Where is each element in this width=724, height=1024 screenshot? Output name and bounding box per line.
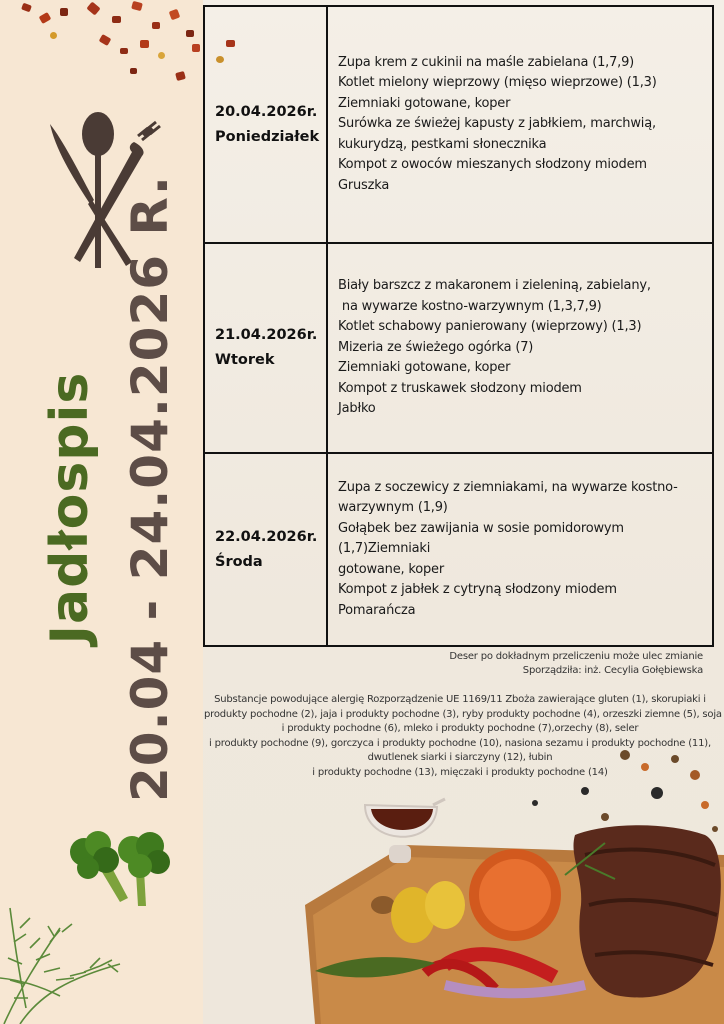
menu-row: [205, 454, 712, 645]
date-range: 20.04 - 24.04.2026 R.: [121, 175, 179, 802]
dessert-note: Deser po dokładnym przeliczeniu może ulec zmianie: [449, 651, 703, 662]
dish-item: Gruszka: [338, 177, 390, 193]
date-cell: [205, 244, 328, 452]
dish-item: gotowane, koper: [338, 561, 444, 577]
allergen-line: Substancje powodujące alergię Rozporządzenie UE 1169/11 Zboża zawierające gluten (1), skorupiaki i: [214, 694, 706, 705]
steak-board-image: [285, 745, 724, 1024]
dill-image: [0, 868, 140, 1024]
allergen-line: produkty pochodne (2), jaja i produkty pochodne (3), ryby produkty pochodne (4), orzeszki ziemne (5), soja: [204, 708, 722, 720]
menu-date: 20.04.2026r.: [215, 103, 318, 120]
dish-item: Ziemniaki gotowane, koper: [338, 360, 511, 376]
allergen-line: i produkty pochodne (9), gorczyca i produkty pochodne (10), nasiona sezamu i produkty pochodne (11),: [209, 737, 711, 749]
menu-day: Poniedziałek: [215, 128, 320, 145]
dish-item: na wywarze kostno-warzywnym (1,3,7,9): [338, 298, 602, 314]
menu-date: 22.04.2026r.: [215, 528, 318, 545]
vertical-title: [5, 175, 195, 810]
dish-item: warzywnym (1,9): [338, 500, 448, 516]
dish-item: Gołąbek bez zawijania w sosie pomidorowym (1,7)Ziemniaki: [338, 520, 624, 557]
dish-item: Jabłko: [338, 401, 376, 417]
allergen-line: i produkty pochodne (13), mięczaki i produkty pochodne (14): [312, 766, 608, 778]
dish-item: kukurydzą, pestkami słonecznika: [338, 136, 547, 152]
dish-item: Surówka ze świeżej kapusty z jabłkiem, marchwią,: [338, 116, 656, 132]
dish-item: Kotlet mielony wieprzowy (mięso wieprzowe) (1,3): [338, 75, 657, 91]
menu-row: [205, 7, 712, 244]
dish-item: Kompot z truskawek słodzony miodem: [338, 380, 582, 396]
dishes-cell: [328, 454, 712, 645]
allergen-line: dwutlenek siarki i siarczyny (12), łubin: [367, 752, 553, 764]
dish-item: Pomarańcza: [338, 602, 416, 618]
menu-table: [203, 5, 714, 647]
dish-item: Zupa krem z cukinii na maśle zabielana (1,7,9): [338, 54, 635, 70]
dishes-cell: [328, 7, 712, 242]
dish-item: Ziemniaki gotowane, koper: [338, 95, 511, 111]
dish-item: Mizeria ze świeżego ogórka (7): [338, 339, 534, 355]
date-cell: [205, 454, 328, 645]
date-cell: [205, 7, 328, 242]
menu-day: Środa: [215, 553, 263, 570]
dish-item: Biały barszcz z makaronem i zieleniną, zabielany,: [338, 278, 651, 294]
dish-item: Kompot z owoców mieszanych słodzony miodem: [338, 157, 647, 173]
dishes-cell: [328, 244, 712, 452]
menu-day: Wtorek: [215, 352, 275, 368]
author-note: Sporządziła: inż. Cecylia Gołębiewska: [522, 665, 703, 676]
allergen-line: i produkty pochodne (6), mleko i produkty pochodne (7),orzechy (8), seler: [281, 723, 639, 735]
menu-date: 21.04.2026r.: [215, 327, 318, 343]
dish-item: Kompot z jabłek z cytryną słodzony miodem: [338, 582, 617, 598]
menu-heading: Jadłospis: [40, 371, 100, 645]
dish-item: Zupa z soczewicy z ziemniakami, na wywarze kostno-: [338, 479, 678, 495]
menu-row: [205, 244, 712, 454]
dish-item: Kotlet schabowy panierowany (wieprzowy) (1,3): [338, 319, 642, 335]
